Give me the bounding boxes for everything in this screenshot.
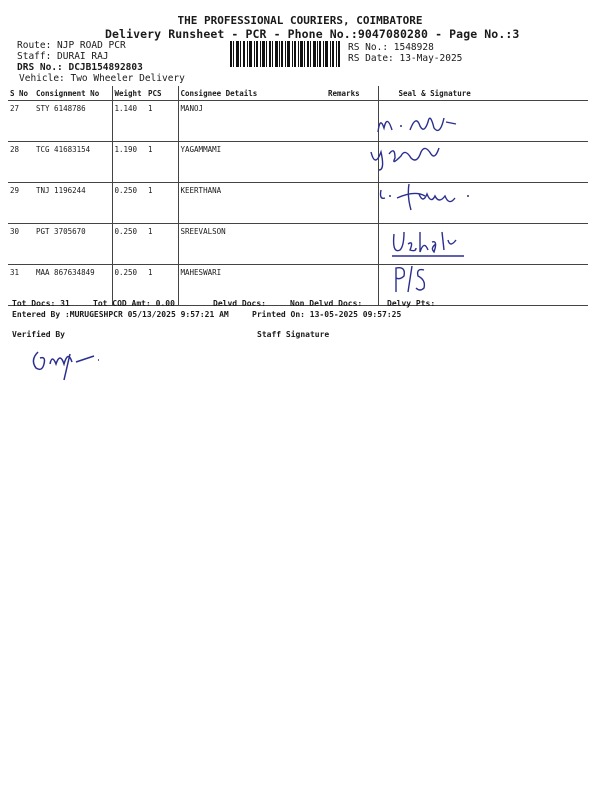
cell-weight: 0.250 xyxy=(112,183,146,224)
table-header-row xyxy=(8,86,588,101)
cell-consignee: KEERTHANA xyxy=(178,183,326,224)
cell-consignee: YAGAMMAMI xyxy=(178,142,326,183)
signature-row-30 xyxy=(390,226,470,260)
col-weight: Weight xyxy=(112,86,146,101)
cell-pcs: 1 xyxy=(146,183,178,224)
company-title: THE PROFESSIONAL COURIERS, COIMBATORE xyxy=(177,14,423,27)
cell-consignment: PGT 3705670 xyxy=(34,224,112,265)
cell-consignee: SREEVALSON xyxy=(178,224,326,265)
staff-signature-label: Staff Signature xyxy=(257,330,330,339)
delivered-docs: Delvd Docs: xyxy=(213,299,266,308)
cell-weight: 0.250 xyxy=(112,224,146,265)
total-cod-amount: Tot COD Amt: 0.00 xyxy=(93,299,175,308)
cell-weight: 1.190 xyxy=(112,142,146,183)
cell-remarks xyxy=(326,183,378,224)
cell-sno: 27 xyxy=(8,101,34,142)
cell-sno: 31 xyxy=(8,265,34,306)
cell-pcs: 1 xyxy=(146,265,178,306)
barcode-icon xyxy=(230,41,340,67)
verified-by-label: Verified By xyxy=(12,330,65,339)
runsheet-title: Delivery Runsheet - PCR - Phone No.:9047080280 - Page No.:3 xyxy=(105,27,520,41)
delivery-points: Delvy Pts: xyxy=(387,299,436,308)
col-pcs: PCS xyxy=(146,86,178,101)
cell-consignment: TCG 41683154 xyxy=(34,142,112,183)
table-row xyxy=(8,142,588,183)
cell-sno: 28 xyxy=(8,142,34,183)
entered-by: Entered By :MURUGESHPCR 05/13/2025 9:57:21 AM xyxy=(12,310,229,319)
cell-pcs: 1 xyxy=(146,101,178,142)
table-row xyxy=(8,224,588,265)
printed-on: Printed On: 13-05-2025 09:57:25 xyxy=(252,310,402,319)
drs-number: DRS No.: DCJB154892803 xyxy=(17,62,143,73)
col-seal-signature: Seal & Signature xyxy=(378,86,588,101)
cell-consignee: MAHESWARI xyxy=(178,265,326,306)
cell-sno: 30 xyxy=(8,224,34,265)
cell-weight: 1.140 xyxy=(112,101,146,142)
cell-sno: 29 xyxy=(8,183,34,224)
table-row xyxy=(8,183,588,224)
rs-number: RS No.: 1548928 xyxy=(348,42,434,53)
non-delivered-docs: Non Delvd Docs: xyxy=(290,299,363,308)
cell-consignment: STY 6148786 xyxy=(34,101,112,142)
rs-date: RS Date: 13-May-2025 xyxy=(348,53,463,64)
col-sno: S No xyxy=(8,86,34,101)
cell-pcs: 1 xyxy=(146,224,178,265)
verifier-signature xyxy=(28,346,103,382)
signature-row-29 xyxy=(375,182,490,212)
cell-consignment: MAA 867634849 xyxy=(34,265,112,306)
col-consignee: Consignee Details xyxy=(178,86,326,101)
col-consignment: Consignment No xyxy=(34,86,112,101)
signature-row-27 xyxy=(370,108,470,136)
total-docs: Tot Docs: 31 xyxy=(12,299,70,308)
table-row xyxy=(8,101,588,142)
cell-pcs: 1 xyxy=(146,142,178,183)
runsheet-table xyxy=(8,86,588,306)
signature-row-31 xyxy=(390,264,440,294)
vehicle-label: Vehicle: Two Wheeler Delivery xyxy=(19,73,185,84)
signature-row-28 xyxy=(365,140,460,172)
route-label: Route: NJP ROAD PCR xyxy=(17,40,126,51)
col-remarks: Remarks xyxy=(326,86,378,101)
cell-remarks xyxy=(326,224,378,265)
cell-weight: 0.250 xyxy=(112,265,146,306)
cell-consignment: TNJ 1196244 xyxy=(34,183,112,224)
cell-consignee: MANOJ xyxy=(178,101,326,142)
staff-label: Staff: DURAI RAJ xyxy=(17,51,109,62)
